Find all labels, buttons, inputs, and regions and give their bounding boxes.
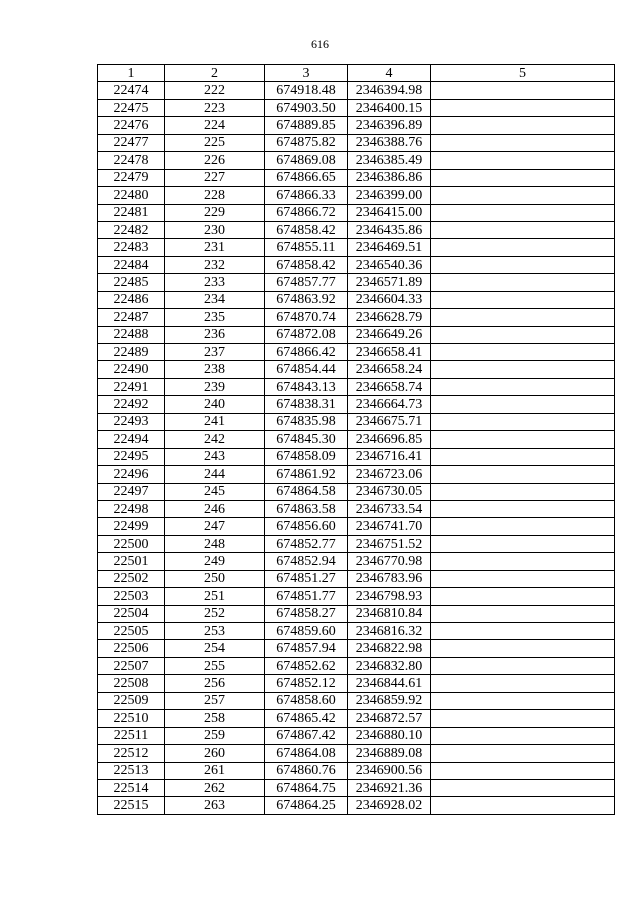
table-cell-col-2: 263 [165,797,265,814]
table-row [98,623,615,640]
table-row [98,378,615,395]
table-cell-col-3: 674852.12 [265,675,348,692]
table-cell-col-2: 255 [165,657,265,674]
table-cell-col-5 [431,413,615,430]
table-cell-col-2: 247 [165,518,265,535]
table-cell-col-3: 674867.42 [265,727,348,744]
table-cell-col-1: 22511 [98,727,165,744]
table-cell-col-2: 237 [165,344,265,361]
table-cell-col-4: 2346741.70 [348,518,431,535]
table-cell-col-1: 22480 [98,187,165,204]
table-cell-col-1: 22490 [98,361,165,378]
table-row [98,134,615,151]
table-cell-col-3: 674835.98 [265,413,348,430]
table-row [98,483,615,500]
table-cell-col-3: 674866.72 [265,204,348,221]
table-cell-col-4: 2346783.96 [348,570,431,587]
table-cell-col-1: 22509 [98,692,165,709]
table-cell-col-3: 674872.08 [265,326,348,343]
table-cell-col-4: 2346649.26 [348,326,431,343]
table-cell-col-5 [431,274,615,291]
table-cell-col-3: 674838.31 [265,396,348,413]
table-cell-col-4: 2346394.98 [348,82,431,99]
table-cell-col-5 [431,605,615,622]
table-cell-col-2: 251 [165,588,265,605]
table-cell-col-5 [431,710,615,727]
table-row [98,570,615,587]
table-row [98,309,615,326]
table-cell-col-5 [431,326,615,343]
table-cell-col-4: 2346396.89 [348,117,431,134]
table-cell-col-4: 2346400.15 [348,99,431,116]
table-row [98,239,615,256]
table-row [98,187,615,204]
table-row [98,710,615,727]
table-cell-col-3: 674870.74 [265,309,348,326]
table-body [98,82,615,814]
table-cell-col-3: 674863.92 [265,291,348,308]
table-cell-col-4: 2346469.51 [348,239,431,256]
table-cell-col-4: 2346385.49 [348,152,431,169]
table-row [98,431,615,448]
table-cell-col-3: 674864.75 [265,779,348,796]
table-row [98,256,615,273]
table-cell-col-2: 236 [165,326,265,343]
table-cell-col-2: 233 [165,274,265,291]
table-cell-col-2: 258 [165,710,265,727]
column-header-4: 4 [348,65,431,82]
table-cell-col-3: 674852.77 [265,535,348,552]
table-cell-col-4: 2346399.00 [348,187,431,204]
table-cell-col-3: 674858.27 [265,605,348,622]
table-cell-col-5 [431,378,615,395]
table-cell-col-4: 2346696.85 [348,431,431,448]
table-row [98,326,615,343]
table-row [98,588,615,605]
table-cell-col-3: 674855.11 [265,239,348,256]
table-cell-col-3: 674845.30 [265,431,348,448]
table-row [98,675,615,692]
table-cell-col-5 [431,692,615,709]
table-cell-col-2: 235 [165,309,265,326]
table-cell-col-3: 674860.76 [265,762,348,779]
table-cell-col-4: 2346798.93 [348,588,431,605]
table-cell-col-1: 22513 [98,762,165,779]
table-cell-col-5 [431,256,615,273]
table-cell-col-2: 224 [165,117,265,134]
table-row [98,117,615,134]
table-cell-col-4: 2346723.06 [348,466,431,483]
table-cell-col-1: 22495 [98,448,165,465]
table-cell-col-4: 2346733.54 [348,500,431,517]
table-cell-col-4: 2346730.05 [348,483,431,500]
table-cell-col-3: 674863.58 [265,500,348,517]
table-cell-col-1: 22474 [98,82,165,99]
table-cell-col-3: 674851.27 [265,570,348,587]
table-cell-col-2: 222 [165,82,265,99]
table-cell-col-1: 22498 [98,500,165,517]
table-row [98,221,615,238]
table-cell-col-2: 259 [165,727,265,744]
table-cell-col-3: 674843.13 [265,378,348,395]
table-cell-col-2: 253 [165,623,265,640]
table-cell-col-1: 22512 [98,745,165,762]
table-cell-col-5 [431,396,615,413]
table-row [98,413,615,430]
table-row [98,553,615,570]
table-cell-col-2: 241 [165,413,265,430]
table-cell-col-1: 22514 [98,779,165,796]
table-cell-col-4: 2346859.92 [348,692,431,709]
table-cell-col-1: 22479 [98,169,165,186]
table-cell-col-3: 674858.42 [265,221,348,238]
table-cell-col-4: 2346628.79 [348,309,431,326]
table-cell-col-5 [431,623,615,640]
table-cell-col-3: 674865.42 [265,710,348,727]
table-cell-col-4: 2346388.76 [348,134,431,151]
table-cell-col-4: 2346571.89 [348,274,431,291]
table-row [98,640,615,657]
table-cell-col-5 [431,221,615,238]
table-cell-col-2: 230 [165,221,265,238]
table-row [98,692,615,709]
table-row [98,535,615,552]
table-cell-col-2: 245 [165,483,265,500]
table-cell-col-2: 223 [165,99,265,116]
table-cell-col-2: 256 [165,675,265,692]
table-cell-col-5 [431,797,615,814]
table-cell-col-5 [431,727,615,744]
table-cell-col-1: 22502 [98,570,165,587]
table-cell-col-1: 22504 [98,605,165,622]
table-cell-col-1: 22491 [98,378,165,395]
table-cell-col-2: 262 [165,779,265,796]
table-row [98,500,615,517]
table-row [98,152,615,169]
table-cell-col-2: 261 [165,762,265,779]
table-cell-col-1: 22492 [98,396,165,413]
table-cell-col-5 [431,483,615,500]
table-cell-col-5 [431,291,615,308]
table-cell-col-1: 22501 [98,553,165,570]
table-cell-col-2: 232 [165,256,265,273]
table-cell-col-1: 22500 [98,535,165,552]
table-row [98,779,615,796]
table-cell-col-1: 22503 [98,588,165,605]
table-row [98,99,615,116]
table-cell-col-1: 22506 [98,640,165,657]
table-cell-col-3: 674869.08 [265,152,348,169]
page-number: 616 [311,37,329,51]
table-cell-col-5 [431,640,615,657]
table-cell-col-5 [431,675,615,692]
table-cell-col-3: 674852.94 [265,553,348,570]
table-cell-col-5 [431,344,615,361]
table-cell-col-3: 674857.77 [265,274,348,291]
table-cell-col-1: 22481 [98,204,165,221]
table-cell-col-4: 2346716.41 [348,448,431,465]
table-cell-col-1: 22497 [98,483,165,500]
table-cell-col-2: 225 [165,134,265,151]
coordinates-table [97,64,615,815]
table-cell-col-2: 252 [165,605,265,622]
table-cell-col-4: 2346921.36 [348,779,431,796]
table-cell-col-1: 22476 [98,117,165,134]
table-cell-col-4: 2346872.57 [348,710,431,727]
table-cell-col-1: 22496 [98,466,165,483]
table-cell-col-5 [431,239,615,256]
table-cell-col-4: 2346810.84 [348,605,431,622]
table-cell-col-5 [431,361,615,378]
table-cell-col-1: 22515 [98,797,165,814]
table-cell-col-4: 2346880.10 [348,727,431,744]
table-cell-col-4: 2346889.08 [348,745,431,762]
table-cell-col-4: 2346822.98 [348,640,431,657]
table-cell-col-4: 2346658.24 [348,361,431,378]
table-cell-col-1: 22485 [98,274,165,291]
table-cell-col-5 [431,134,615,151]
table-cell-col-2: 242 [165,431,265,448]
table-cell-col-1: 22475 [98,99,165,116]
table-cell-col-5 [431,553,615,570]
table-cell-col-4: 2346770.98 [348,553,431,570]
table-cell-col-3: 674864.25 [265,797,348,814]
table-cell-col-3: 674903.50 [265,99,348,116]
table-cell-col-2: 228 [165,187,265,204]
table-cell-col-2: 260 [165,745,265,762]
table-cell-col-3: 674861.92 [265,466,348,483]
table-cell-col-4: 2346435.86 [348,221,431,238]
table-cell-col-4: 2346658.74 [348,378,431,395]
table-row [98,82,615,99]
table-cell-col-1: 22508 [98,675,165,692]
table-cell-col-4: 2346816.32 [348,623,431,640]
table-cell-col-1: 22477 [98,134,165,151]
table-cell-col-3: 674851.77 [265,588,348,605]
table-row [98,361,615,378]
table-row [98,745,615,762]
table-cell-col-5 [431,745,615,762]
table-cell-col-1: 22489 [98,344,165,361]
table-cell-col-4: 2346540.36 [348,256,431,273]
column-header-3: 3 [265,65,348,82]
table-cell-col-1: 22499 [98,518,165,535]
table-cell-col-5 [431,588,615,605]
table-cell-col-3: 674854.44 [265,361,348,378]
table-cell-col-1: 22493 [98,413,165,430]
table-cell-col-5 [431,448,615,465]
table-cell-col-1: 22507 [98,657,165,674]
table-cell-col-3: 674858.42 [265,256,348,273]
table-cell-col-4: 2346832.80 [348,657,431,674]
table-row [98,291,615,308]
column-header-5: 5 [431,65,615,82]
table-cell-col-3: 674864.08 [265,745,348,762]
table-cell-col-5 [431,657,615,674]
table-cell-col-3: 674858.60 [265,692,348,709]
table-cell-col-3: 674889.85 [265,117,348,134]
table-cell-col-4: 2346664.73 [348,396,431,413]
table-cell-col-3: 674875.82 [265,134,348,151]
table-cell-col-3: 674866.65 [265,169,348,186]
table-cell-col-5 [431,152,615,169]
table-cell-col-4: 2346928.02 [348,797,431,814]
table-cell-col-5 [431,570,615,587]
table-cell-col-2: 243 [165,448,265,465]
table-row [98,344,615,361]
table-cell-col-2: 246 [165,500,265,517]
table-row [98,204,615,221]
table-cell-col-3: 674852.62 [265,657,348,674]
table-row [98,466,615,483]
table-cell-col-1: 22487 [98,309,165,326]
table-cell-col-4: 2346844.61 [348,675,431,692]
table-cell-col-4: 2346604.33 [348,291,431,308]
table-cell-col-2: 226 [165,152,265,169]
table-cell-col-5 [431,309,615,326]
table-cell-col-2: 229 [165,204,265,221]
table-cell-col-5 [431,204,615,221]
table-cell-col-4: 2346751.52 [348,535,431,552]
table-cell-col-4: 2346658.41 [348,344,431,361]
table-cell-col-1: 22505 [98,623,165,640]
table-cell-col-5 [431,99,615,116]
table-cell-col-5 [431,762,615,779]
table-cell-col-5 [431,82,615,99]
table-cell-col-2: 257 [165,692,265,709]
table-cell-col-3: 674859.60 [265,623,348,640]
table-cell-col-5 [431,117,615,134]
table-cell-col-3: 674918.48 [265,82,348,99]
table-row [98,657,615,674]
table-cell-col-5 [431,500,615,517]
table-row [98,727,615,744]
table-cell-col-2: 231 [165,239,265,256]
table-row [98,396,615,413]
table-cell-col-2: 249 [165,553,265,570]
table-cell-col-2: 239 [165,378,265,395]
table-cell-col-2: 227 [165,169,265,186]
table-cell-col-5 [431,431,615,448]
table-cell-col-4: 2346415.00 [348,204,431,221]
table-row [98,169,615,186]
table-cell-col-3: 674866.33 [265,187,348,204]
column-header-1: 1 [98,65,165,82]
table-cell-col-5 [431,187,615,204]
table-cell-col-5 [431,518,615,535]
table-cell-col-2: 240 [165,396,265,413]
table-cell-col-2: 250 [165,570,265,587]
table-row [98,274,615,291]
table-cell-col-1: 22510 [98,710,165,727]
table-row [98,448,615,465]
table-cell-col-3: 674856.60 [265,518,348,535]
table-cell-col-2: 238 [165,361,265,378]
table-cell-col-2: 248 [165,535,265,552]
table-row [98,518,615,535]
table-cell-col-1: 22488 [98,326,165,343]
table-cell-col-2: 234 [165,291,265,308]
table-cell-col-5 [431,169,615,186]
table-cell-col-5 [431,466,615,483]
table-cell-col-5 [431,535,615,552]
table-cell-col-4: 2346675.71 [348,413,431,430]
table-cell-col-1: 22483 [98,239,165,256]
table-cell-col-3: 674864.58 [265,483,348,500]
table-cell-col-3: 674858.09 [265,448,348,465]
table-cell-col-2: 254 [165,640,265,657]
table-cell-col-4: 2346900.56 [348,762,431,779]
table-cell-col-3: 674866.42 [265,344,348,361]
table-row [98,797,615,814]
table-cell-col-3: 674857.94 [265,640,348,657]
table-cell-col-1: 22478 [98,152,165,169]
table-cell-col-1: 22484 [98,256,165,273]
column-header-2: 2 [165,65,265,82]
table-cell-col-1: 22482 [98,221,165,238]
table-cell-col-5 [431,779,615,796]
table-header-row [98,65,615,82]
table-cell-col-2: 244 [165,466,265,483]
table-cell-col-4: 2346386.86 [348,169,431,186]
table-row [98,762,615,779]
table-cell-col-1: 22486 [98,291,165,308]
table-row [98,605,615,622]
table-cell-col-1: 22494 [98,431,165,448]
